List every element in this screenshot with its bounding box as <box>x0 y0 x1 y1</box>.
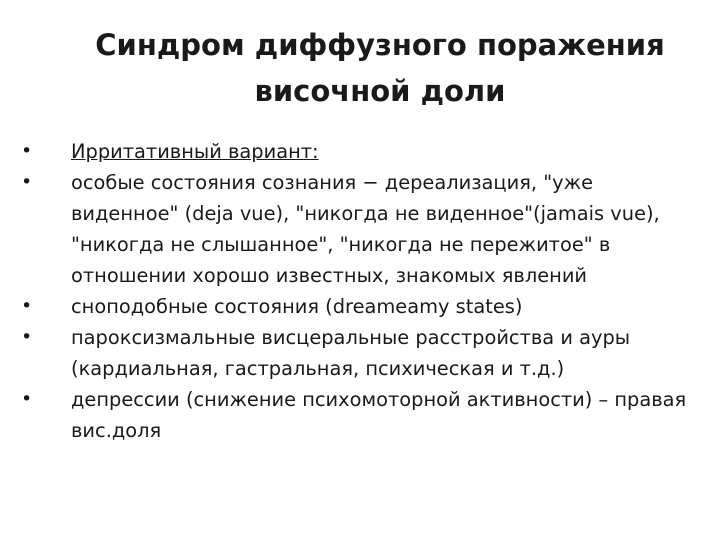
bullet-text: сноподобные состояния (dreameamy states) <box>71 295 523 318</box>
bullet-item-irritative <box>20 136 700 167</box>
bullet-item-dreamy-states <box>20 291 700 322</box>
title-line-1: Синдром диффузного поражения <box>95 28 665 62</box>
bullet-icon: • <box>21 171 33 193</box>
slide-title <box>40 22 720 114</box>
bullet-list <box>20 136 700 446</box>
bullet-item-depression <box>20 384 700 446</box>
title-line-2: височной доли <box>254 74 506 108</box>
bullet-icon: • <box>21 388 33 410</box>
bullet-item-visceral <box>20 322 700 384</box>
bullet-text: особые состояния сознания − дереализация, "уже виденное" (deja vue), "никогда не виденное"(jamais vue), "никогда не слышанное", "никогда не пережитое" в отношении хорошо известных, знакомых явлений <box>71 171 660 287</box>
bullet-icon: • <box>21 326 33 348</box>
bullet-text: депрессии (снижение психомоторной активности) – правая вис.доля <box>71 388 687 442</box>
bullet-icon: • <box>21 295 33 317</box>
bullet-icon: • <box>21 140 33 162</box>
bullet-text: Ирритативный вариант: <box>71 140 319 163</box>
bullet-item-derealization <box>20 167 700 291</box>
bullet-text: пароксизмальные висцеральные расстройства и ауры (кардиальная, гастральная, психическая и т.д.) <box>71 326 631 380</box>
